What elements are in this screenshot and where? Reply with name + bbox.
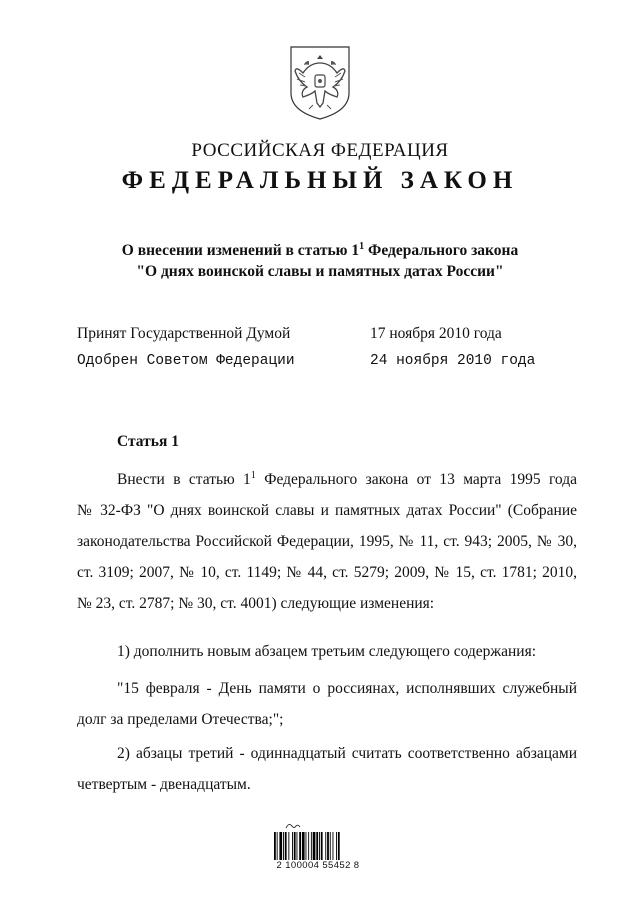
coat-of-arms-emblem <box>287 45 353 121</box>
paragraph-line: № 23, ст. 2787; № 30, ст. 4001) следующие изменения: <box>77 595 435 613</box>
paragraph-line: четвертым - двенадцатым. <box>77 776 251 793</box>
barcode-number: 2 100004 55452 8 <box>276 860 360 871</box>
approval-label: Одобрен Советом Федерации <box>77 353 295 369</box>
law-title-line-2: "О днях воинской славы и памятных датах России" <box>136 263 504 281</box>
law-title <box>0 236 640 282</box>
amendment-item-2 <box>77 738 577 800</box>
approval-date: 24 ноября 2010 года <box>370 353 536 369</box>
quoted-text-paragraph <box>77 673 577 735</box>
paragraph-line: ст. 3109; 2007, № 10, ст. 1149; № 44, ст. 5279; 2009, № 15, ст. 1781; 2010, <box>77 564 577 582</box>
barcode-image <box>270 820 365 880</box>
paragraph-line: Внести в статью $1^1$ Федерального закона от 13 марта 1995 года <box>117 470 577 489</box>
document-type-heading: ФЕДЕРАЛЬНЫЙ ЗАКОН <box>121 167 519 194</box>
law-title-line-1: О внесении изменений в статью $1^1$ Федерального закона <box>121 241 519 260</box>
adoption-label: Принят Государственной Думой <box>77 325 291 342</box>
article-heading: Статья 1 <box>117 433 179 450</box>
signature-mark <box>286 824 300 828</box>
paragraph-line: долг за пределами Отечества;"; <box>77 711 284 728</box>
paragraph-line: № 32-ФЗ "О днях воинской славы и памятных датах России" (Собрание <box>77 502 577 520</box>
barcode-bars <box>274 832 340 860</box>
paragraph-line: "15 февраля - День памяти о россиянах, исполнявших служебный <box>117 680 577 697</box>
country-heading: РОССИЙСКАЯ ФЕДЕРАЦИЯ <box>191 140 449 161</box>
article-intro-paragraph <box>77 460 577 619</box>
amendment-item-1: 1) дополнить новым абзацем третьим следующего содержания: <box>117 643 537 660</box>
paragraph-line: законодательства Российской Федерации, 1995, № 11, ст. 943; 2005, № 30, <box>77 533 577 551</box>
paragraph-line: 2) абзацы третий - одиннадцатый считать соответственно абзацами <box>117 745 577 762</box>
adoption-date: 17 ноября 2010 года <box>370 325 502 342</box>
